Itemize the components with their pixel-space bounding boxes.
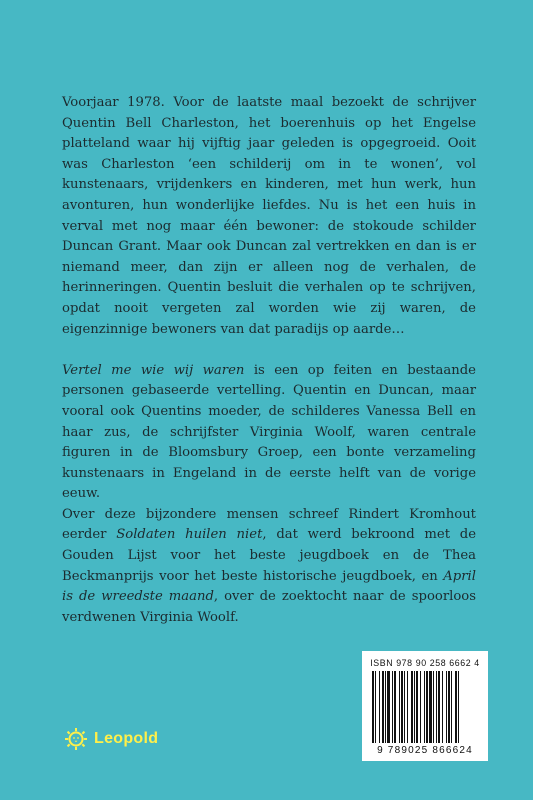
barcode-bar (433, 671, 434, 743)
back-cover-blurb (62, 93, 476, 628)
barcode-bar (458, 671, 459, 743)
other-book-title-2: April is de wreedste maand (62, 568, 476, 605)
isbn-label: ISBN 978 90 258 6662 4 (370, 658, 480, 668)
blurb-paragraph-author (62, 505, 476, 629)
barcode-bar (404, 671, 405, 743)
blurb-paragraph-context (62, 361, 476, 505)
publisher-logo (64, 727, 158, 751)
barcode-bar (446, 671, 447, 743)
barcode-bar (392, 671, 393, 743)
barcode-bar (399, 671, 400, 743)
barcode-bar (416, 671, 418, 743)
barcode-bars (372, 671, 484, 747)
barcode-bar (451, 671, 452, 743)
barcode-bar (424, 671, 425, 743)
barcode-digits: 9 789025 866624 (377, 745, 473, 756)
barcode-bar (455, 671, 457, 743)
barcode-bar (426, 671, 428, 743)
barcode-bar (448, 671, 450, 743)
barcode-bar (401, 671, 403, 743)
author-text-start: Over deze bijzondere mensen schreef Rindert Kromhout eerder (62, 506, 476, 543)
barcode-bar (442, 671, 443, 743)
barcode-bar (411, 671, 413, 743)
other-book-title-1: Soldaten huilen niet (116, 527, 263, 543)
barcode-bar (375, 671, 376, 743)
barcode-bar (387, 671, 390, 743)
author-text-end: , over de zoektocht naar de spoorloos verdwenen Virginia Woolf. (62, 589, 476, 625)
barcode-bar (385, 671, 386, 743)
barcode-bar (414, 671, 415, 743)
isbn-barcode (362, 651, 488, 761)
barcode-bar (372, 671, 374, 743)
book-title: Vertel me wie wij waren (62, 362, 245, 378)
barcode-bar (394, 671, 396, 743)
author-text-middle: , dat werd bekroond met de Gouden Lijst voor het beste jeugdboek en de Thea Beckmanprijs voor het beste historische jeugdboek, en (62, 527, 477, 584)
lion-head-icon (64, 727, 88, 751)
barcode-bar (420, 671, 421, 743)
blurb-paragraph-context-text: is een op feiten en bestaande personen gebaseerde vertelling. Quentin en Duncan, maar vooral ook Quentins moeder, de schilderes Vanessa Bell en haar zus, de schrijfster Virginia Woolf, waren centrale figuren in de Bloomsbury Groep, een bonte verzameling kunstenaars in Engeland in de eerste helft van de vorige eeuw. (62, 362, 476, 502)
barcode-bar (379, 671, 380, 743)
barcode-bar (438, 671, 440, 743)
blurb-paragraph-summary: Voorjaar 1978. Voor de laatste maal bezoekt de schrijver Quentin Bell Charleston, het boerenhuis op het Engelse platteland waar hij vijftig jaar geleden is opgegroeid. Ooit was Charleston ‘een schilderij om in te wonen’, vol kunstenaars, vrijdenkers en kinderen, met hun werk, hun avonturen, hun wonderlijke liefdes. Nu is het een huis in verval met nog maar één bewoner: de stokoude schilder Duncan Grant. Maar ook Duncan zal vertrekken en dan is er niemand meer, dan zijn er alleen nog de verhalen, de herinneringen. Quentin besluit die verhalen op te schrijven, opdat nooit vergeten zal worden wie zij waren, de eigenzinnige bewoners van dat paradijs op aarde… (62, 95, 476, 337)
barcode-bar (429, 671, 432, 743)
barcode-bar (436, 671, 437, 743)
barcode-bar (382, 671, 384, 743)
publisher-name: Leopold (94, 730, 159, 747)
barcode-bar (407, 671, 408, 743)
